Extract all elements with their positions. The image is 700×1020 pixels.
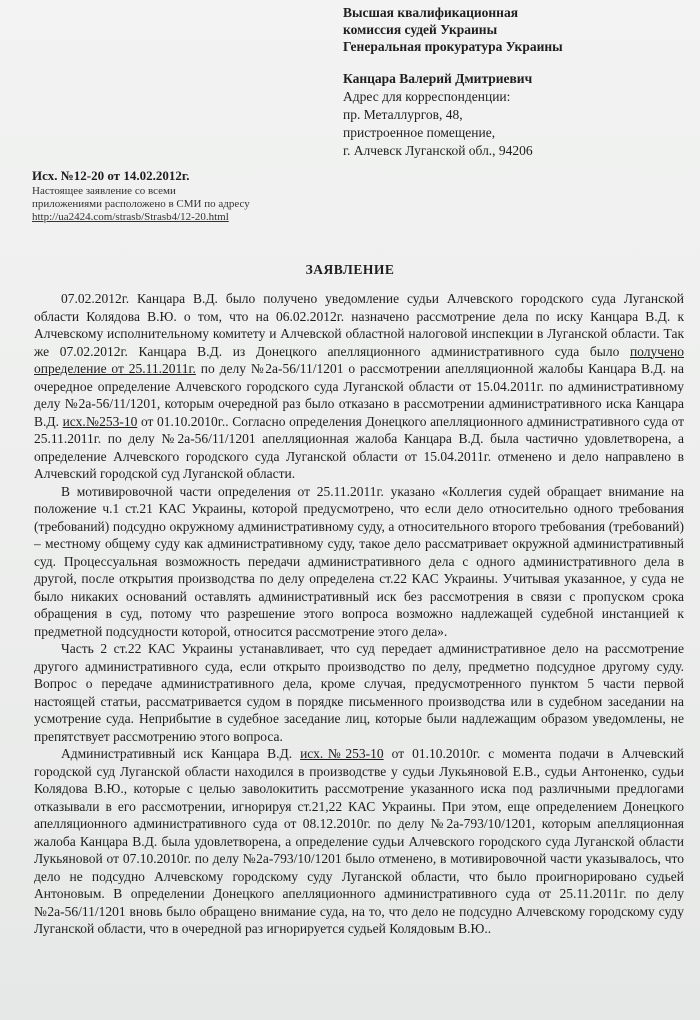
recipient-line: Высшая квалификационная — [343, 5, 519, 20]
address-line: г. Алчевск Луганской обл., 94206 — [343, 143, 533, 158]
paragraph-text: 07.02.2012г. Канцара В.Д. было получено уведомление судьи Алчевского городского суда Луганской области Колядова В.Ю. о том, что на 06.02.2012г. назначено рассмотрение дела по иску Канцара В.Д. к Алчевскому исполнительному комитету и Алчевской областной налоговой инспекции в Луганской области. Так же 07.02.2012г. Канцара В.Д. из Донецкого апелляционного административного суда было — [34, 291, 684, 359]
publication-note — [32, 185, 250, 224]
recipient-line: Генеральная прокуратура Украины — [343, 39, 563, 54]
paragraph-3: Часть 2 ст.22 КАС Украины устанавливает, что суд передает административное дело на рассмотрение другого административного суда, если открыто производство по делу, предметно подсудное другому суду. Вопрос о передаче административного дела, кроме случая, предусмотренного пунктом 5 части первой настоящей статьи, рассматривается судом в порядке письменного производства или в судебном заседании на усмотрение суда. Неприбытие в судебное заседание лиц, которые были надлежащим образом уведомлены, не препятствует рассмотрению этого вопроса. — [34, 641, 684, 744]
address-line: Адрес для корреспонденции: — [343, 89, 511, 104]
note-line: приложениями расположено в СМИ по адресу — [32, 198, 250, 210]
outgoing-number: Исх. №12-20 от 14.02.2012г. — [32, 168, 190, 183]
underlined-text: получено определение от 25.11.2011г. — [34, 343, 684, 376]
underlined-text: исх.№253-10 — [300, 746, 384, 761]
document-body — [34, 290, 684, 938]
paragraph-text: от 01.10.2010г.. Согласно определения Донецкого апелляционного административного суда от 25.11.2011г. по делу №2а-56/11/1201 апелляционная жалоба Канцара В.Д. была частично удовлетворена, а определение Алчевского городского суда Луганской области от 15.04.2011г. отменено и дело направлено в Алчевский городской суд Луганской области. — [34, 413, 684, 481]
note-line: Настоящее заявление со всеми — [32, 185, 176, 197]
underlined-text: исх.№253-10 — [62, 413, 138, 429]
paragraph-2: В мотивировочной части определения от 25.11.2011г. указано «Коллегия судей обращает внимание на положение ч.1 ст.21 КАС Украины, которой предусмотрено, что если дело относительно одного требования (требований) подсудно окружному административному суду, а относительного второго требования (требований) – местному общему суду как административному суду, такое дело рассматривает окружной административный суд. Процессуальная возможность передачи административного дела с одного административного дела в другой, после открытия производства по делу определена ст.22 КАС Украины. Учитывая указанное, у суда не было никаких оснований оставлять административный иск без рассмотрения в связи с пропуском срока обращения в суд, потому что разрешение этого вопроса возможно надлежащей судебной инстанцией к предметной подсудности которой, относится рассмотрение этого дела». — [34, 483, 684, 639]
sender-block — [343, 70, 533, 160]
address-line: пристроенное помещение, — [343, 125, 496, 140]
paragraph-4 — [34, 745, 684, 938]
paragraph-text: Административный иск Канцара В.Д. — [61, 746, 301, 761]
recipient-line: комиссия судей Украины — [343, 22, 498, 37]
sender-name: Канцара Валерий Дмитриевич — [343, 71, 533, 86]
paragraph-text: от 01.10.2010г. с момента подачи в Алчевский городской суд Луганской области находился в производстве у судьи Лукьяновой Е.В., судьи Антоненко, судьи Колядова В.Ю., которые с целью заволокитить рассмотрение указанного иска под различными предлогами отказывали в его рассмотрении, игнорируя ст.21,22 КАС Украины. При этом, еще определением Донецкого апелляционного административного суда от 08.12.2010г. по делу №2а-793/10/1201, которым апелляционная жалоба Канцара В.Д. была удовлетворена, а определение судьи Алчевского городского суда Луганской области Лукьяновой от 07.10.2010г. по делу №2а-793/10/1201 было отменено, в мотивировочной части указывалось, что дело не подсудно Алчевскому городскому суду Луганской области, что было проигнорировано судьей Антоновым. В определении Донецкого апелляционного административного суда от 25.11.2011г. по делу №2а-56/11/1201 вновь было обращено внимание суда, на то, что дело не подсудно Алчевскому городскому суду Луганской области, что в очередной раз игнорируется судьей Колядовым В.Ю.. — [34, 746, 685, 936]
recipients-block — [343, 4, 563, 55]
paragraph-text: по делу №2а-56/11/1201 о рассмотрении апелляционной жалобы Канцара В.Д. на очередное определение Алчевского городского суда Луганской области от 15.04.2011г. по административному делу №2а-56/11/1201, которым очередной раз было отказано в рассмотрении административного иска Канцара В.Д. — [34, 361, 684, 429]
paragraph-1 — [34, 290, 684, 483]
note-url-link[interactable]: http://ua2424.com/strasb/Strasb4/12-20.html — [32, 211, 229, 223]
document-title: ЗАЯВЛЕНИЕ — [305, 262, 395, 277]
address-line: пр. Металлургов, 48, — [343, 107, 463, 122]
